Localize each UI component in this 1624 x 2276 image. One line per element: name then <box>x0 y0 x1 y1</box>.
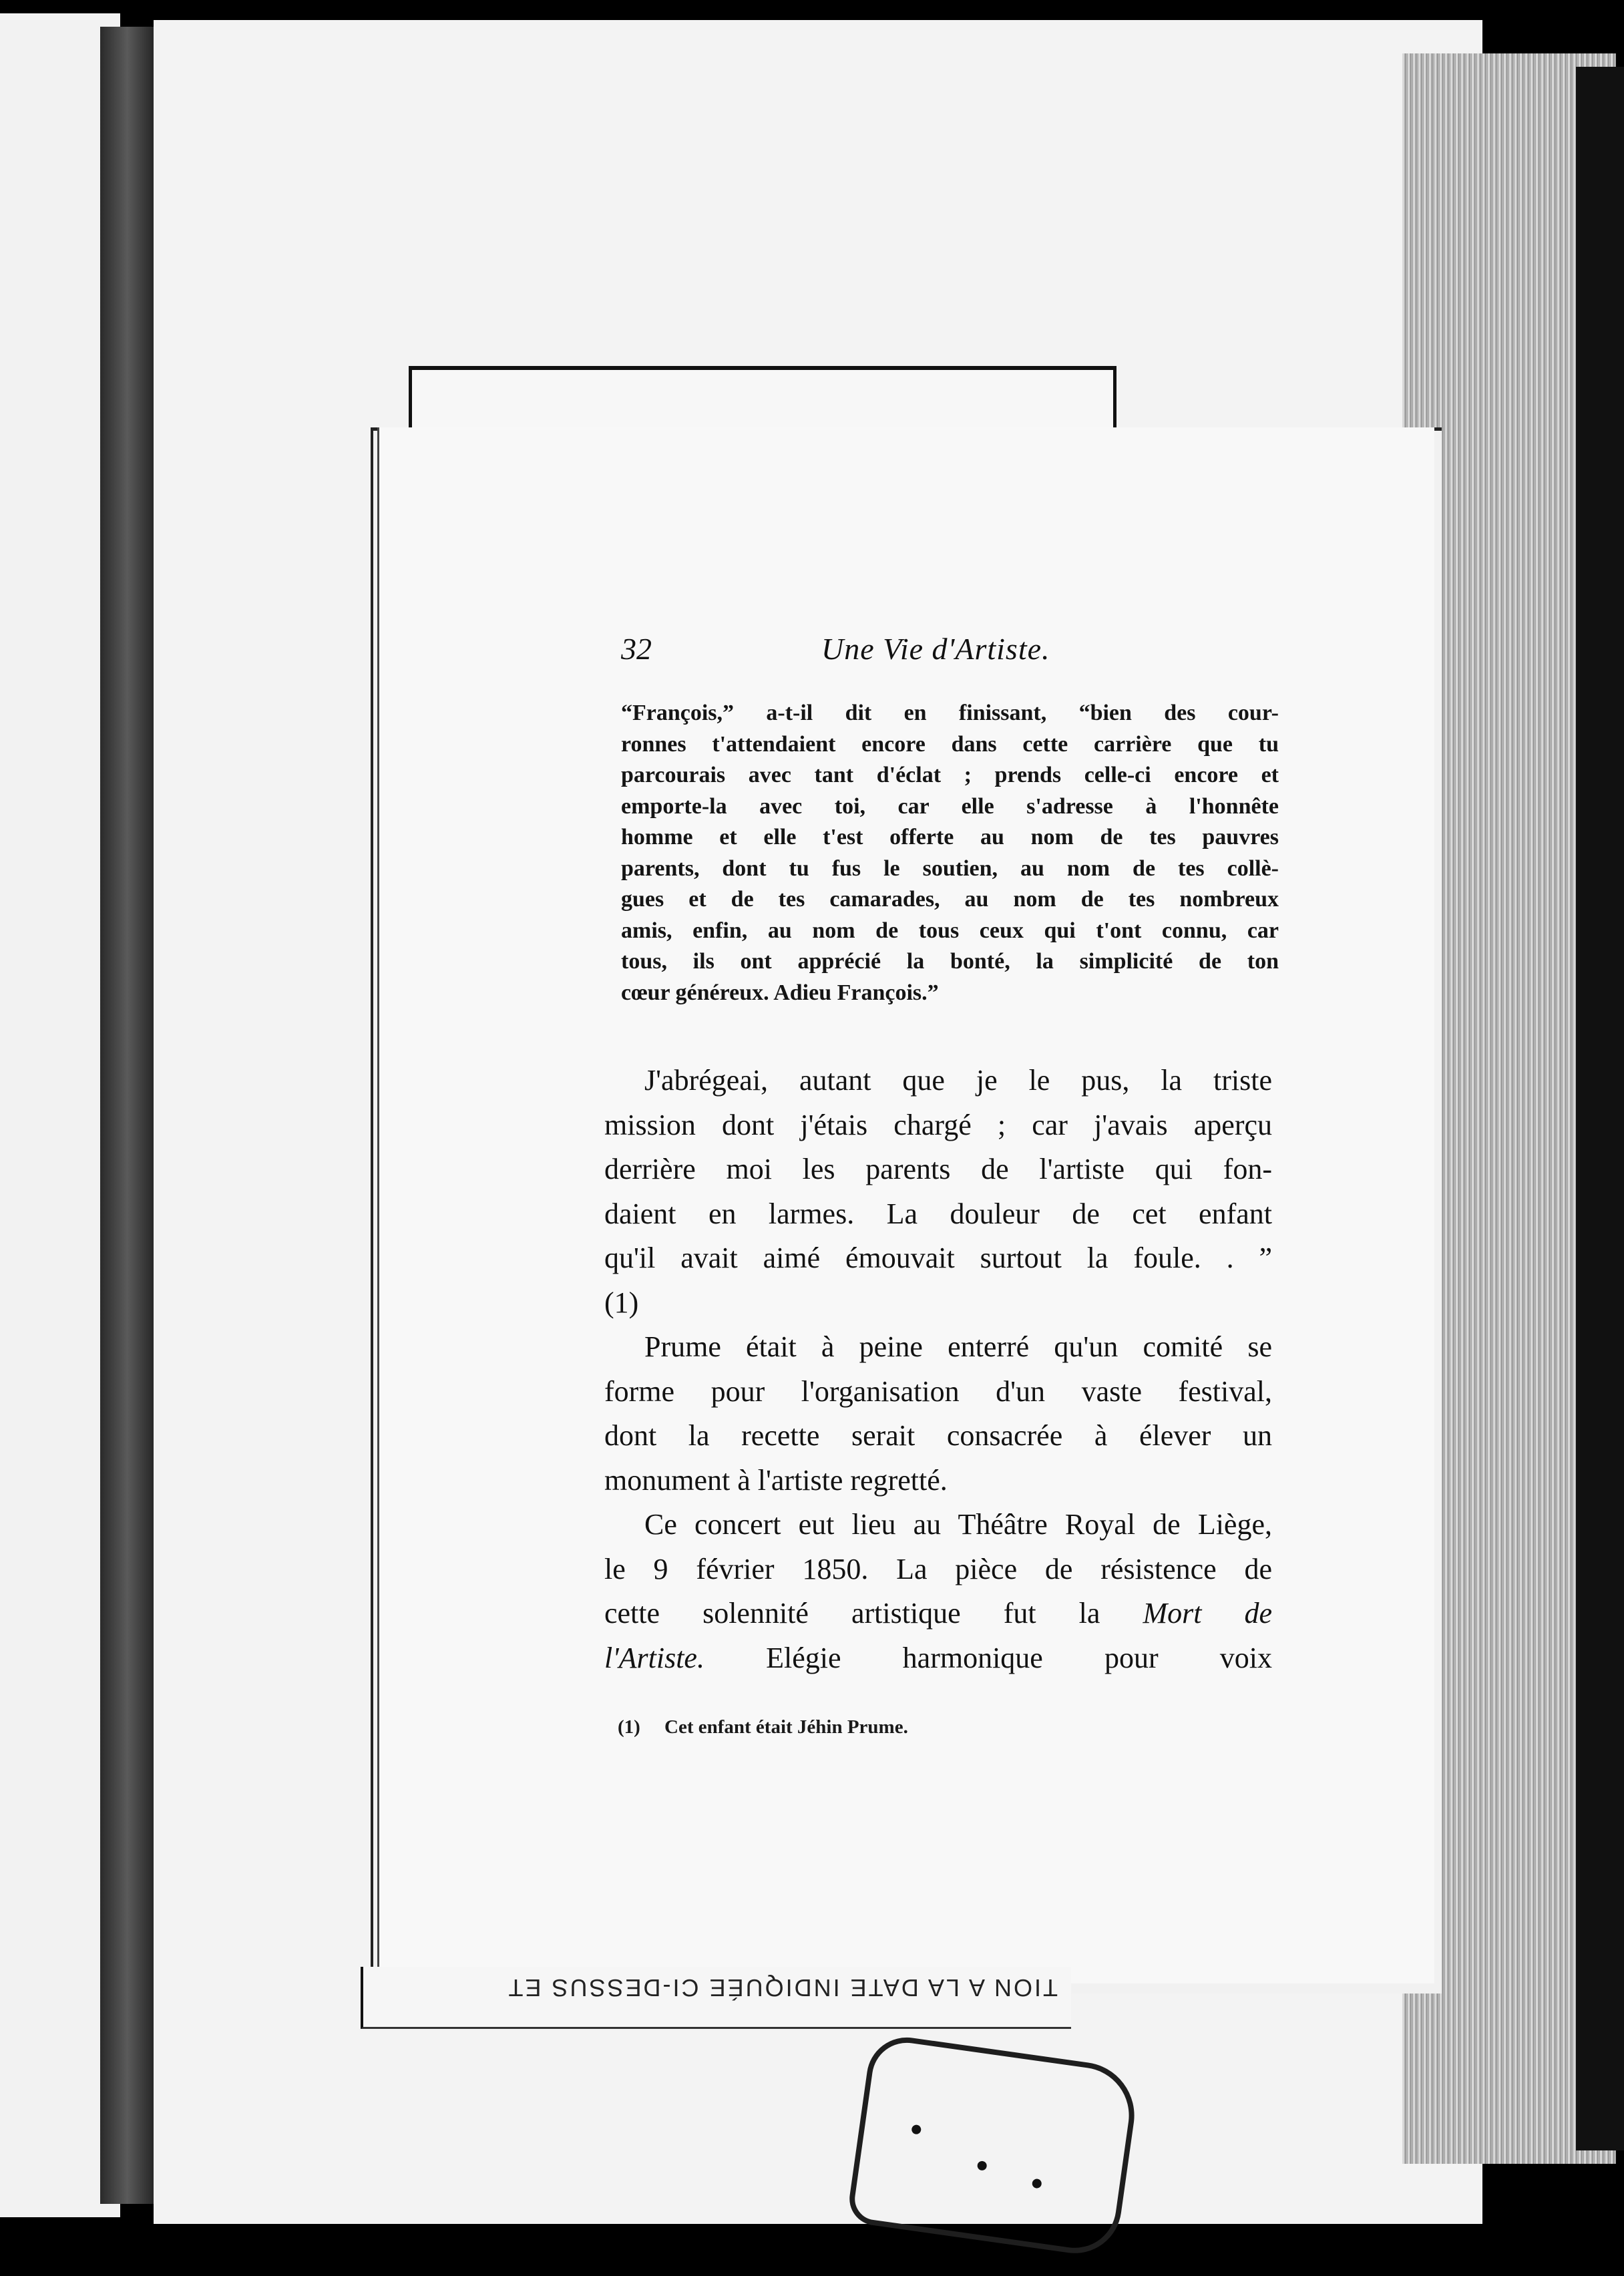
paragraph-line: le 9 février 1850. La pièce de résistence de <box>604 1552 1272 1585</box>
quote-line: homme et elle t'est offerte au nom de tes pauvres <box>621 825 1279 849</box>
clip-stamp <box>846 2032 1141 2259</box>
quote-line: emporte-la avec toi, car elle s'adresse à l'honnête <box>621 793 1279 819</box>
quote-line: amis, enfin, au nom de tous ceux qui t'ont connu, car <box>621 918 1279 943</box>
quote-line: ronnes t'attendaient encore dans cette carrière que tu <box>621 731 1279 757</box>
paragraph-line: monument à l'artiste regretté. <box>604 1463 948 1497</box>
paragraph-line: Ce concert eut lieu au Théâtre Royal de Liège, <box>644 1508 1272 1541</box>
work-title-italic: Mort de <box>1143 1597 1273 1630</box>
work-title-italic: l'Artiste. <box>604 1641 704 1674</box>
due-slip-text: TION A LA DATE INDIQUÉE CI-DESSUS ET <box>506 1974 1058 2002</box>
page-edges-shadow <box>1576 67 1624 2150</box>
paragraph-line: mission dont j'étais chargé ; car j'avais aperçu <box>604 1108 1272 1141</box>
footnote <box>618 1716 1085 1738</box>
paragraph-line: qu'il avait aimé émouvait surtout la foule. . ” <box>604 1242 1272 1274</box>
paragraph-text: cette solennité artistique fut la <box>604 1597 1100 1630</box>
quoted-speech <box>621 698 1279 1008</box>
paragraph-line: derrière moi les parents de l'artiste qui fon- <box>604 1153 1272 1185</box>
page-header <box>621 631 1262 671</box>
paragraph-line: forme pour l'organisation d'un vaste festival, <box>604 1374 1272 1408</box>
footnote-reference: (1) <box>604 1286 639 1319</box>
body-text <box>604 1059 1272 1680</box>
paragraph-line: dont la recette serait consacrée à élever un <box>604 1419 1272 1452</box>
paragraph-line <box>604 1636 1272 1681</box>
paragraph-line: J'abrégeai, autant que je le pus, la triste <box>644 1064 1272 1097</box>
quote-line: cœur généreux. Adieu François.” <box>621 980 939 1005</box>
stamp-dot <box>1032 2178 1042 2189</box>
paragraph-line: Prume était à peine enterré qu'un comité se <box>644 1330 1272 1363</box>
quote-line: tous, ils ont apprécié la bonté, la simplicité de ton <box>621 949 1279 974</box>
book-spine <box>100 27 160 2204</box>
footnote-text: Cet enfant était Jéhin Prume. <box>664 1716 908 1738</box>
quote-line: gues et de tes camarades, au nom de tes nombreux <box>621 887 1279 912</box>
quote-line: parents, dont tu fus le soutien, au nom de tes collè- <box>621 856 1279 881</box>
page-number: 32 <box>621 632 652 666</box>
stamp-dot <box>911 2124 922 2135</box>
paragraph-text: Elégie harmonique pour voix <box>766 1641 1273 1674</box>
library-due-slip <box>361 1967 1071 2029</box>
stamp-dot <box>977 2160 988 2171</box>
running-title: Une Vie d'Artiste. <box>821 632 1050 666</box>
quote-line: “François,” a-t-il dit en finissant, “bien des cour- <box>621 701 1279 725</box>
paragraph-line <box>604 1591 1272 1636</box>
footnote-marker: (1) <box>618 1716 640 1738</box>
paragraph-line: daient en larmes. La douleur de cet enfant <box>604 1197 1272 1230</box>
quote-line: parcourais avec tant d'éclat ; prends celle-ci encore et <box>621 763 1279 787</box>
